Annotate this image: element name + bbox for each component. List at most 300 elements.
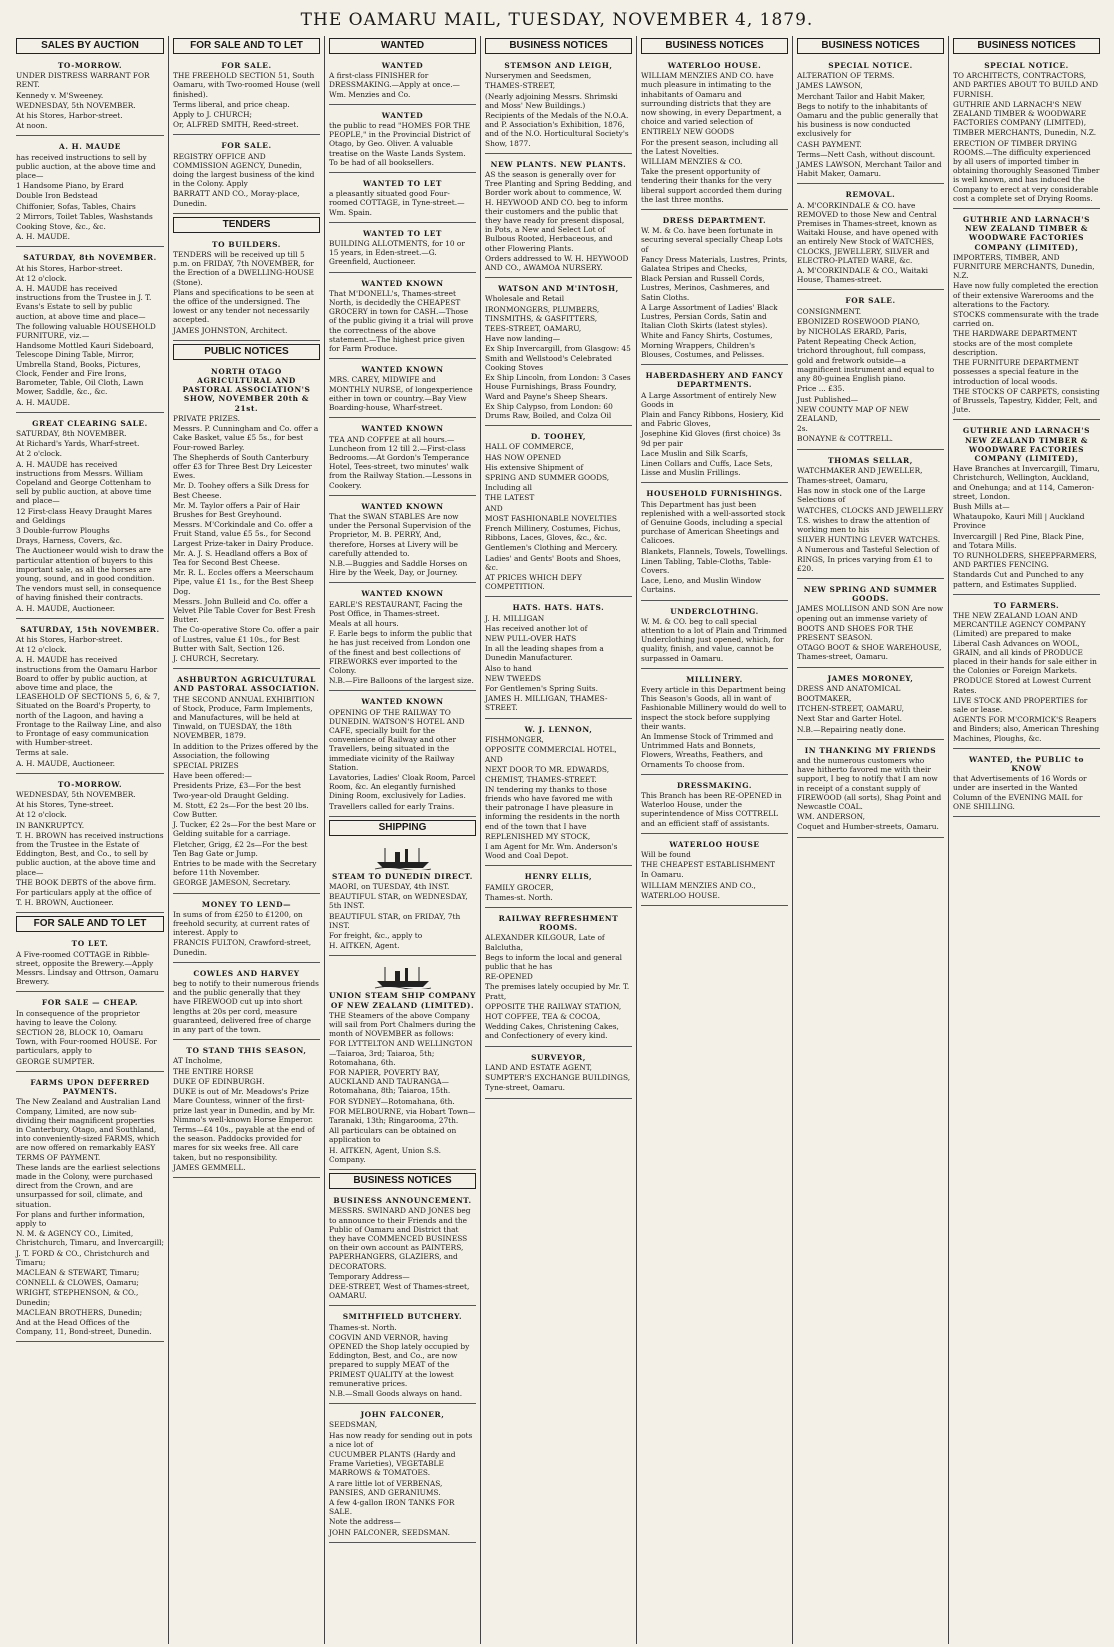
ad-line: (Nearly adjoining Messrs. Shrimski and Moss' New Buildings.): [485, 91, 618, 110]
ad-title: COWLES AND HARVEY: [193, 968, 300, 978]
ad-line: Have now landing—: [485, 334, 561, 344]
ad-line: FAMILY GROCER,: [485, 882, 554, 892]
ad-line: ENTIRELY NEW GOODS: [641, 127, 735, 137]
ad-line: M. Stott, £2 2s—For the best 20 lbs. Cow Butter.: [173, 800, 309, 820]
ad-line: Terms—Nett Cash, without discount.: [797, 149, 936, 159]
ad-line: J. H. MILLIGAN: [485, 613, 545, 623]
ad-line: WILLIAM MENZIES AND CO. have much pleasure in intimating to the inhabitants of Oamaru and surrounding districts that they are now showing, in every Department, a choice and varied selection of: [641, 71, 782, 127]
ad-line: Have been offered:—: [173, 771, 252, 781]
ad-title: SPECIAL NOTICE.: [984, 61, 1069, 70]
advertisement: [329, 959, 476, 1170]
ad-line: In sums of from £250 to £1200, on freehold security, at current rates of interest. Apply to: [173, 909, 310, 938]
ad-line: Terms—£4 10s., payable at the end of the season. Paddocks provided for mares for six weeks free. All care taken, but no responsibility.: [173, 1124, 315, 1162]
ad-line: Meals at all hours.: [329, 618, 399, 628]
ad-line: RE-OPENED: [485, 972, 533, 982]
advertisement: [797, 187, 944, 290]
ad-line: Lavatories, Ladies' Cloak Room, Parcel Room, &c. An elegantly furnished Dining Room, exclusively for Ladies.: [329, 773, 476, 801]
advertisement: [485, 429, 632, 597]
ad-line: DUKE OF EDINBURGH.: [173, 1076, 265, 1086]
advertisement: [173, 1043, 320, 1178]
ad-line: Or, ALFRED SMITH, Reed-street.: [173, 120, 299, 130]
advertisement: [485, 600, 632, 718]
ad-title: IN THANKING MY FRIENDS: [804, 745, 937, 755]
column-3: [324, 36, 480, 1644]
ad-line: BEAUTIFUL STAR, on FRIDAY, 7th INST.: [329, 911, 461, 930]
ad-line: IMPORTERS, TIMBER, AND FURNITURE MERCHANTS, Dunedin, N.Z.: [953, 252, 1095, 281]
ad-title: WANTED KNOWN: [361, 501, 444, 511]
advertisement: [797, 743, 944, 838]
ad-title: WANTED: [381, 110, 424, 120]
ad-line: A. M'CORKINDALE & CO. have REMOVED to those New and Central Premises in Thames-street, known as Waitaki House, and have opened with an entirely New Stock of WATCHES, CLOCKS, JEWELLERY, SILVER and ELECTRO-PLATED WARE, &c.: [797, 200, 939, 265]
ad-line: Apply to J. CHURCH;: [173, 110, 253, 120]
column-2: [168, 36, 324, 1644]
ad-line: Blankets, Flannels, Towels, Towellings.: [641, 546, 788, 556]
ad-title: TO-MORROW.: [57, 61, 123, 70]
ad-title: WANTED: [381, 61, 424, 70]
ad-line: THE FREEHOLD SECTION 51, South Oamaru, with Two-roomed House (well finished).: [173, 71, 320, 99]
advertisement: [641, 213, 788, 365]
ad-line: Wholesale and Retail: [485, 294, 565, 304]
ad-title: WANTED, the PUBLIC to KNOW: [968, 754, 1085, 774]
advertisement: [953, 212, 1100, 420]
ad-line: JAMES JOHNSTON, Architect.: [173, 325, 288, 335]
ad-line: At Richard's Yards, Wharf-street.: [16, 439, 140, 449]
ad-title: FOR SALE.: [221, 141, 272, 151]
ad-line: W. M. & Co. have been fortunate in securing several specially Cheap Lots of: [641, 226, 783, 254]
ad-line: J. T. FORD & CO., Christchurch and Timaru;: [16, 1248, 150, 1267]
ad-line: MOST FASHIONABLE NOVELTIES: [485, 513, 617, 523]
newspaper-title: THE OAMARU MAIL, TUESDAY, NOVEMBER 4, 1879.: [300, 10, 814, 30]
advertisement: [485, 1050, 632, 1099]
ad-line: Ex Ship Lincoln, from London: 3 Cases House Furnishings, Brass Foundry, Ward and Payne's Sheep Shears.: [485, 373, 631, 401]
ad-line: In Oamaru.: [641, 870, 684, 880]
ad-line: ALEXANDER KILGOUR, Late of Balclutha,: [485, 933, 605, 952]
advertisement: [797, 293, 944, 449]
ad-line: At his Stores, Harbor-street.: [16, 263, 123, 273]
ad-line: A Large Assortment of Ladies' Black Lustres, Persian Cords, Satin and Italian Cloth Skirts (latest styles).: [641, 302, 778, 331]
section-header: SALES BY AUCTION: [16, 38, 164, 54]
ad-title: WANTED KNOWN: [361, 365, 444, 375]
ad-line: H. AITKEN, Agent.: [329, 941, 400, 951]
ad-line: French Millinery, Costumes, Fichus, Ribbons, Laces, Gloves, &c., &c.: [485, 523, 621, 543]
ad-line: Patent Repeating Check Action, trichord throughout, full compass, gold and fretwork outside—a magnificent instrument and equal to any 80-guinea English piano.: [797, 337, 935, 384]
ad-line: THE SECOND ANNUAL EXHIBITION of Stock, Produce, Farm Implements, and Manufactures, will be held at Tinwald, on TUESDAY, the 18th NOVEMBER, 1879.: [173, 694, 315, 741]
advertisement: [485, 869, 632, 908]
ad-line: THE NEW ZEALAND LOAN AND MERCANTILE AGENCY COMPANY (Limited) are prepared to make Liberal Cash Advances on WOOL, GRAIN, and all kinds of PRODUCE placed in their hands for sale either in the Colonies or Foreign Markets.: [953, 610, 1097, 676]
ad-line: All particulars can be obtained on application to: [329, 1126, 457, 1145]
advertisement: [953, 58, 1100, 209]
advertisement: [173, 364, 320, 669]
advertisement: [485, 911, 632, 1047]
ad-line: J. CHURCH, Secretary.: [173, 653, 259, 663]
column-6: [792, 36, 948, 1644]
ad-line: that Advertisements of 16 Words or under are inserted in the Wanted Column of the EVENING MAIL for ONE SHILLING.: [953, 774, 1087, 811]
ad-line: GUTHRIE AND LARNACH'S NEW ZEALAND TIMBER & WOODWARE FACTORIES COMPANY (LIMITED),: [953, 99, 1087, 128]
ad-line: THE LATEST: [485, 493, 535, 503]
advertisement: [329, 586, 476, 691]
advertisement: [329, 1309, 476, 1404]
ad-line: And at the Head Offices of the Company, 11, Bond-street, Dunedin.: [16, 1317, 152, 1337]
ad-line: Messrs. M'Corkindale and Co. offer a Fruit Stand, value £5 5s., for Second Largest Prize-taker in Dairy Produce.: [173, 520, 314, 548]
advertisement: [641, 672, 788, 775]
ad-line: Merchant Tailor and Habit Maker,: [797, 91, 926, 101]
advertisement: [16, 622, 164, 774]
ad-line: I am Agent for Mr. Wm. Anderson's Wood and Coal Depot.: [485, 842, 618, 861]
ad-title: HENRY ELLIS,: [524, 872, 593, 882]
ad-line: The following valuable HOUSEHOLD FURNITURE, viz.—: [16, 321, 156, 341]
ad-line: Has received another lot of: [485, 623, 588, 633]
ad-line: WILLIAM MENZIES AND CO.,: [641, 880, 756, 890]
ad-line: Plain and Fancy Ribbons, Hosiery, Kid and Fabric Gloves,: [641, 409, 784, 429]
ad-title: WANTED TO LET: [362, 179, 443, 189]
ad-line: Messrs. John Bulleid and Co. offer a Velvet Pile Table Cover for Best Fresh Butter.: [173, 596, 316, 625]
ad-line: These lands are the earliest selections made in the Colony, were purchased direct from the Crown, and are unsurpassed for soil, climate, and situation.: [16, 1162, 161, 1209]
advertisement: [329, 58, 476, 105]
ad-line: His extensive Shipment of: [485, 462, 584, 472]
ad-line: Thames-st. North.: [329, 1322, 397, 1332]
ad-line: OTAGO BOOT & SHOE WAREHOUSE, Thames-street, Oamaru.: [797, 643, 942, 662]
ad-line: At 2 o'clock.: [16, 449, 62, 459]
section-header: BUSINESS NOTICES: [797, 38, 944, 54]
ad-line: This Department has just been replenished with a well-assorted stock of Genuine Goods, including a special purchase of American Sheetings and Calicoes.: [641, 499, 786, 546]
ad-title: DRESSMAKING.: [676, 780, 753, 790]
ad-title: JOHN FALCONER,: [360, 1410, 445, 1420]
ad-title: WANTED KNOWN: [361, 589, 444, 599]
ad-line: 12 First-class Heavy Draught Mares and Geldings: [16, 506, 152, 525]
advertisement: [797, 671, 944, 740]
ad-line: A Numerous and Tasteful Selection of RINGS, In prices varying from £1 to £20.: [797, 545, 939, 573]
ad-line: JAMES GEMMELL.: [173, 1162, 246, 1172]
ad-line: Mr. A. J. S. Headland offers a Box of Tea for Second Best Cheese.: [173, 548, 308, 567]
ad-line: 3 Double-furrow Ploughs: [16, 525, 110, 535]
ad-line: Travellers called for early Trains.: [329, 801, 455, 811]
ad-line: BUILDING ALLOTMENTS, for 10 or 15 years, in Eden-street.—G. Greenfield, Auctioneer.: [329, 239, 465, 267]
ad-line: MAORI, on TUESDAY, 4th INST.: [329, 882, 450, 892]
ad-line: Standards Cut and Punched to any pattern, and Estimates Supplied.: [953, 570, 1084, 589]
ad-line: SUMPTER'S EXCHANGE BUILDINGS,: [485, 1073, 631, 1083]
ad-line: THE BOOK DEBTS of the above firm.: [16, 877, 157, 887]
ad-line: THAMES-STREET,: [485, 81, 556, 91]
ad-line: beg to notify to their numerous friends and the public generally that they have FIREWOOD cut up into short lengths at 20s per cord, measure guaranteed, delivered free of charge in any part of the town.: [173, 979, 319, 1035]
ad-title: DRESS DEPARTMENT.: [662, 216, 767, 226]
ad-line: BONAYNE & COTTRELL.: [797, 434, 893, 444]
section-header: TENDERS: [173, 217, 320, 233]
ad-line: Also to hand: [485, 663, 532, 673]
ad-line: T. H. BROWN, Auctioneer.: [16, 898, 114, 908]
ad-line: WEDNESDAY, 5th NOVEMBER.: [16, 100, 136, 110]
ad-line: SECTION 28, BLOCK 10, Oamaru Town, with Four-roomed HOUSE. For particulars, apply to: [16, 1028, 157, 1056]
advertisement: [173, 672, 320, 893]
ad-line: WATCHMAKER AND JEWELLER,: [797, 465, 923, 475]
ad-line: A. H. MAUDE, Auctioneer.: [16, 758, 115, 768]
ad-title: WANTED KNOWN: [361, 278, 444, 288]
ad-line: NEW PULL-OVER HATS: [485, 633, 577, 643]
ad-title: WANTED KNOWN: [361, 697, 444, 707]
ad-title: WANTED TO LET: [362, 228, 443, 238]
ad-line: Bush Mills at—: [953, 501, 1010, 511]
ad-line: This Branch has been RE-OPENED in Waterloo House, under the superintendence of Miss COTTRELL and an efficient staff of assistants.: [641, 791, 782, 828]
ad-line: A Five-roomed COTTAGE in Ribble-street, opposite the Brewery.—Apply Messrs. Lindsay and Ottrson, Oamaru Brewery.: [16, 949, 159, 987]
advertisement: [173, 138, 320, 213]
ad-line: Recipients of the Medals of the N.O.A. and P. Association's Exhibition, 1876, and of the N.O. Horticultural Society's Show, 1877.: [485, 111, 629, 148]
advertisement: [173, 58, 320, 135]
ad-title: ASHBURTON AGRICULTURAL AND PASTORAL ASSOCIATION.: [173, 675, 320, 694]
ad-title: FOR SALE.: [221, 61, 272, 70]
advertisement: [797, 582, 944, 668]
ad-line: COGVIN AND VERNOR, having OPENED the Shop lately occupied by Eddington, Best, and Co., are now prepared to supply MEAT of the PRIMEST QUALITY at the lowest remunerative prices.: [329, 1332, 470, 1388]
advertisement: [329, 276, 476, 360]
ad-line: Whataupoko, Kauri Mill | Auckland Province: [953, 512, 1085, 531]
ad-line: Have now fully completed the erection of their extensive Warerooms and the alterations to the Factory.: [953, 281, 1099, 309]
ad-line: Price ... £35.: [797, 384, 845, 394]
ad-line: GEORGE JAMESON, Secretary.: [173, 878, 291, 888]
ad-title: TO LET.: [71, 939, 109, 949]
ad-line: AND: [485, 755, 503, 765]
column-7: [948, 36, 1104, 1644]
ad-line: FOR LYTTELTON AND WELLINGTON—Taiaroa, 3rd; Taiaroa, 5th; Rotomahana, 6th.: [329, 1039, 473, 1067]
ad-line: AS the season is generally over for Tree Planting and Spring Bedding, and Border work about to commence, W. H. HEYWOOD AND CO. beg to inform their customers and the public that they have ready for present disposal, in Pots, a New and Select Lot of Bulbous Rooted, Herbaceous, and other Flowering Plants.: [485, 170, 632, 253]
ad-title: SATURDAY, 15th NOVEMBER.: [20, 624, 160, 634]
ad-line: A. H. MAUDE has received instructions from the Trustee in J. T. Evans's Estate to sell by public auction, at above time and place—: [16, 284, 152, 321]
ad-line: UNDER DISTRESS WARRANT FOR RENT.: [16, 71, 150, 90]
column-4: [480, 36, 636, 1644]
advertisement: [173, 966, 320, 1040]
ad-line: TENDERS will be received up till 5 p.m. on FRIDAY, 7th NOVEMBER, for the Erection of a DWELLING-HOUSE (Stone).: [173, 250, 314, 287]
ad-line: FISHMONGER,: [485, 734, 544, 744]
ad-line: N.B.—Fire Balloons of the largest size.: [329, 676, 474, 686]
ad-line: N. M. & AGENCY CO., Limited, Christchurch, Timaru, and Invercargill;: [16, 1229, 164, 1248]
ad-line: A. M'CORKINDALE & CO., Waitaki House, Thames-street.: [797, 266, 928, 285]
ad-line: ITCHEN-STREET, OAMARU,: [797, 704, 904, 714]
ad-line: That the SWAN STABLES Are now under the Personal Supervision of the Proprietor, M. B. PERRY, And, therefore, Horses at Livery will be carefully attended to.: [329, 511, 471, 558]
ad-line: WEDNESDAY, 5th NOVEMBER.: [16, 790, 136, 800]
advertisement: [16, 1075, 164, 1342]
ad-line: IRONMONGERS, PLUMBERS, TINSMITHS, & GASFITTERS,: [485, 304, 600, 323]
advertisement: [329, 499, 476, 584]
ad-line: THE CHEAPEST ESTABLISHMENT: [641, 860, 776, 870]
columns-container: [12, 36, 1106, 1644]
ad-line: The Shepherds of South Canterbury offer £3 for Three Best Dry Leicester Ewes.: [173, 452, 312, 481]
ad-line: Plans and specifications to be seen at the office of the undersigned. The lowest or any tender not necessarily accepted.: [173, 287, 314, 325]
ad-line: At his Stores, Harbor-street.: [16, 634, 123, 644]
ad-line: At his Stores, Harbor-street.: [16, 111, 123, 121]
advertisement: [329, 362, 476, 418]
ad-line: At 12 o'clock.: [16, 273, 67, 283]
ad-line: Terms at sale.: [16, 748, 69, 758]
ad-title: MILLINERY.: [686, 674, 743, 684]
ad-line: Will be found: [641, 850, 691, 860]
advertisement: [953, 423, 1100, 594]
column-1: [12, 36, 168, 1644]
ad-line: DEE-STREET, West of Thames-street, OAMARU.: [329, 1281, 470, 1301]
ad-line: WM. ANDERSON,: [797, 812, 866, 822]
ad-line: Just Published—: [797, 394, 859, 404]
advertisement: [641, 837, 788, 906]
ad-line: SILVER HUNTING LEVER WATCHES.: [797, 535, 941, 545]
ad-line: A first-class FINISHER for DRESSMAKING.—Apply at once.—Wm. Menzies and Co.: [329, 71, 460, 99]
ad-title: TO-MORROW.: [57, 779, 123, 789]
ad-line: LIVE STOCK AND PROPERTIES for sale or lease.: [953, 695, 1088, 714]
ad-line: Double Iron Bedstead: [16, 191, 98, 201]
ad-title: SMITHFIELD BUTCHERY.: [342, 1312, 463, 1322]
ad-title: TO STAND THIS SEASON,: [186, 1046, 307, 1056]
ad-title: FOR SALE — CHEAP.: [41, 998, 139, 1008]
ad-line: BOOTMAKER,: [797, 693, 852, 703]
advertisement: [641, 604, 788, 669]
ad-title: STEAM TO DUNEDIN DIRECT.: [332, 871, 473, 881]
ad-title: JAMES MORONEY,: [827, 673, 914, 683]
ad-title: GUTHRIE AND LARNACH'S NEW ZEALAND TIMBER & WOODWARE FACTORIES COMPANY (LIMITED),: [962, 426, 1091, 463]
ad-line: J. Tucker, £2 2s—For the best Mare or Gelding suitable for a carriage.: [173, 820, 316, 839]
ad-line: EARLE'S RESTAURANT, Facing the Post Office, in Thames-street.: [329, 599, 463, 618]
ad-line: A. H. MAUDE.: [16, 397, 70, 407]
ad-line: W. M. & CO. beg to call special attention to a lot of Plain and Trimmed Underclothing just opened, which, for quality, finish, and value, cannot be surpassed in Oamaru.: [641, 616, 787, 663]
ad-line: Note the address—: [329, 1517, 401, 1527]
ad-line: Ladies' and Gents' Boots and Shoes, &c.: [485, 553, 621, 572]
ad-line: Ex Ship Invercargill, from Glasgow: 45 Smith and Wellstood's Celebrated Cooking Stoves: [485, 344, 631, 372]
ad-line: ERECTION OF TIMBER DRYING ROOMS.—The difficulty experienced by all users of imported timber in obtaining thoroughly Seasoned Timber is well known, and has induced the Company to erect at very considerable cost a complete set of Drying Rooms.: [953, 138, 1100, 203]
advertisement: [485, 157, 632, 278]
ad-line: HAS NOW OPENED: [485, 452, 561, 462]
advertisement: [329, 176, 476, 223]
ad-line: Ex Ship Calypso, from London: 60 Drums Raw, Boiled, and Colza Oil: [485, 401, 613, 420]
ad-title: GUTHRIE AND LARNACH'S NEW ZEALAND TIMBER & WOODWARE FACTORIES COMPANY (LIMITED),: [962, 215, 1091, 252]
advertisement: [173, 237, 320, 341]
advertisement: [16, 250, 164, 412]
ad-line: Presidents Prize, £3—For the best Two-year-old Draught Gelding.: [173, 781, 302, 800]
ad-line: Coquet and Humber-streets, Oamaru.: [797, 822, 939, 832]
ad-title: WATSON AND M'INTOSH,: [498, 284, 619, 294]
ad-line: T. H. BROWN has received instructions from the Trustee in the Estate of Eddington, Best, and Co., to sell by public auction, at the above time and place—: [16, 830, 164, 877]
ad-line: Begs to notify to the inhabitants of Oamaru and the public generally that his business is now conducted exclusively for: [797, 101, 939, 139]
ad-line: N.B.—Repairing neatly done.: [797, 724, 906, 734]
ad-line: Have Branches at Invercargill, Timaru, Christchurch, Wellington, Auckland, and Onehunga; and at 114, Cameron-street, London.: [953, 464, 1100, 501]
ad-title: SURVEYOR,: [531, 1052, 586, 1062]
ad-line: JAMES MOLLISON AND SON Are now opening out an immense variety of: [797, 604, 944, 623]
ad-line: FRANCIS FULTON, Crawford-street, Dunedin.: [173, 938, 312, 957]
ad-line: by NICHOLAS ERARD, Paris,: [797, 327, 907, 337]
ad-line: NEW TWEEDS: [485, 673, 542, 683]
ad-line: OPPOSITE THE RAILWAY STATION,: [485, 1001, 622, 1011]
ad-line: FOR MELBOURNE, via Hobart Town—Taranaki, 13th; Ringarooma, 27th.: [329, 1106, 476, 1126]
ad-line: MESSRS. SWINARD AND JONES beg to announce to their Friends and the Public of Oamaru and District that they have COMMENCED BUSINESS on their own account as PAINTERS, PAPERHANGERS, GLAZIERS, and DECORATORS.: [329, 1206, 471, 1271]
ad-line: Has now in stock one of the Large Selections of: [797, 486, 926, 505]
ad-title: D. TOOHEY,: [530, 432, 587, 442]
ad-line: BOOTS AND SHOES FOR THE PRESENT SEASON.: [797, 623, 914, 642]
ad-line: Nurserymen and Seedsmen,: [485, 71, 592, 81]
ad-line: At 12 o'clock.: [16, 645, 67, 655]
ad-line: Has now ready for sending out in pots a nice lot of: [329, 1430, 473, 1449]
ad-line: TIMBER MERCHANTS, Dunedin, N.Z.: [953, 128, 1097, 138]
ad-line: DRESS AND ANATOMICAL: [797, 683, 901, 693]
ad-line: MACLEAN & STEWART, Timaru;: [16, 1267, 140, 1277]
ad-line: Thames-st. North.: [485, 892, 553, 902]
ad-line: has received instructions to sell by public auction, at the above time and place—: [16, 152, 156, 181]
advertisement: [953, 752, 1100, 817]
ad-line: A. H. MAUDE.: [16, 232, 70, 242]
ad-line: At noon.: [16, 121, 48, 131]
advertisement: [485, 722, 632, 867]
ad-line: For Gentlemen's Spring Suits.: [485, 683, 598, 693]
ad-title: WATERLOO HOUSE.: [667, 61, 762, 70]
ad-line: The vendors must sell, in consequence of having finished their contracts.: [16, 584, 162, 603]
advertisement: [797, 58, 944, 184]
ad-line: Fletcher, Grigg, £2 2s—For the best Ten Bag Gate or Jump.: [173, 839, 308, 858]
ad-title: BUSINESS ANNOUNCEMENT.: [333, 1196, 472, 1206]
advertisement: [329, 226, 476, 273]
ad-title: STEMSON AND LEIGH,: [504, 61, 613, 70]
ad-line: TEA AND COFFEE at all hours.—Luncheon from 12 till 2.—First-class Bedrooms.—At Gordon's Temperance Hotel, Tees-street, two minutes' walk from the Railway Station.—Lessons in Cookery.: [329, 434, 472, 490]
ad-line: Thames-street, Oamaru,: [797, 475, 889, 485]
ad-line: AGENTS FOR M'CORMICK'S Reapers and Binders; also, American Threshing Machines, Ploughs, &c.: [953, 715, 1100, 743]
section-header: SHIPPING: [329, 820, 476, 836]
ad-line: The New Zealand and Australian Land Company, Limited, are now sub-dividing their magnificent properties in Canterbury, Otago, and Southland, into conveniently-sized FARMS, which are now offered on remarkably EASY TERMS OF PAYMENT.: [16, 1097, 161, 1162]
ad-line: and the numerous customers who have hitherto favored me with their support, I beg to notify that I am now in receipt of a constant supply of FIREWOOD (all sorts), Shag Point and Newcastle COAL.: [797, 756, 942, 812]
ad-line: DUKE is out of Mr. Meadows's Prize Mare Countess, winner of the first-prize last year in Dunedin, and by Mr. Nimmo's well-known Horse Emperor.: [173, 1087, 315, 1124]
ad-line: JAMES LAWSON,: [797, 81, 863, 91]
ad-line: White and Fancy Shirts, Costumes, Morning Wrappers, Children's Blouses, Costumes, and Pelisses.: [641, 331, 773, 359]
ad-line: F. Earle begs to inform the public that he has just received from London one of the finest and best collections of FIREWORKS ever imported to the Colony.: [329, 629, 473, 675]
ad-line: Gentlemen's Clothing and Mercery.: [485, 543, 618, 553]
ad-line: Entries to be made with the Secretary before 11th November.: [173, 859, 317, 878]
ad-line: Black Persian and Russell Cords, Lustres, Merinos, Cashmeres, and Satin Cloths.: [641, 274, 770, 302]
ad-line: The Co-operative Store Co. offer a pair of Lustres, value £1 10s., for Best Butter with Salt, Section 126.: [173, 625, 319, 653]
ad-title: HABERDASHERY AND FANCY DEPARTMENTS.: [645, 371, 784, 390]
ad-title: HOUSEHOLD FURNISHINGS.: [646, 489, 783, 499]
section-header: BUSINESS NOTICES: [641, 38, 788, 54]
ad-line: For plans and further information, apply to: [16, 1209, 145, 1228]
ad-line: STOCKS commensurate with the trade carried on.: [953, 310, 1099, 329]
advertisement: [641, 486, 788, 600]
ad-line: Josephine Kid Gloves (first choice) 3s 9d per pair: [641, 429, 781, 448]
ad-line: OPPOSITE COMMERCIAL HOTEL,: [485, 745, 617, 754]
ad-line: N.B.—Buggies and Saddle Horses on Hire by the Week, Day, or Journey.: [329, 558, 468, 578]
ad-line: The Auctioneer would wish to draw the particular attention of buyers to this important sale, as all the horses are young, sound, and in good condition.: [16, 546, 164, 583]
ad-line: 2 Mirrors, Toilet Tables, Washstands: [16, 211, 153, 221]
ad-line: AT Incholme,: [173, 1056, 223, 1066]
ad-line: A Large Assortment of entirely New Goods in: [641, 390, 777, 409]
ad-title: REMOVAL.: [845, 190, 896, 200]
ad-line: the public to read "HOMES FOR THE PEOPLE," in the Provincial District of Otago, by Geo. Oliver. A valuable treatise on the Waste Lands System. To be had of all booksellers.: [329, 121, 471, 167]
advertisement: [329, 694, 476, 816]
ad-line: 1 Handsome Piano, by Erard: [16, 181, 124, 191]
ad-line: HALL OF COMMERCE,: [485, 442, 574, 452]
ad-line: Linen Tabling, Table-Cloths, Table-Covers.: [641, 556, 772, 575]
ad-title: UNDERCLOTHING.: [670, 606, 759, 616]
ad-title: W. J. LENNON,: [524, 724, 593, 734]
ad-title: RAILWAY REFRESHMENT ROOMS.: [498, 914, 619, 933]
ad-line: A. H. MAUDE has received instructions from Messrs. William Copeland and George Cottenham to sell by public auction, at above time and place—: [16, 459, 152, 506]
advertisement: [16, 58, 164, 136]
section-header: WANTED: [329, 38, 476, 54]
section-header: BUSINESS NOTICES: [953, 38, 1100, 54]
ad-line: FOR NAPIER, POVERTY BAY, AUCKLAND AND TAURANGA—Rotomahana, 8th; Taiaroa, 15th.: [329, 1068, 451, 1096]
ad-line: Messrs. P. Cunningham and Co. offer a Cake Basket, value £5 5s., for best Four-rowed Barley.: [173, 424, 319, 452]
ad-line: GEORGE SUMPTER.: [16, 1056, 95, 1066]
ad-line: That M'DONELL's, Thames-street North, is decidedly the CHEAPEST GROCERY in town for CASH.—Those of the public giving it a trial will prove the correctness of the above statement.—The highest price given for Farm Produce.: [329, 288, 474, 354]
ad-title: SPECIAL NOTICE.: [828, 61, 913, 70]
ad-line: Drays, Harness, Covers, &c.: [16, 536, 123, 546]
ad-title: FARMS UPON DEFERRED PAYMENTS.: [30, 1077, 150, 1097]
ad-line: TO RUNHOLDERS, SHEEPFARMERS, AND PARTIES FENCING.: [953, 550, 1097, 570]
ad-line: OPENING OF THE RAILWAY TO DUNEDIN. WATSON'S HOTEL AND CAFE, specially built for the convenience of Railway and other Travellers, being situated in the immediate vicinity of the Railway Station.: [329, 707, 465, 772]
ad-line: Next Star and Garter Hotel.: [797, 714, 902, 724]
ad-line: THE ENTIRE HORSE: [173, 1066, 254, 1076]
ad-line: H. AITKEN, Agent, Union S.S. Company.: [329, 1145, 442, 1164]
ad-line: a pleasantly situated good Four-roomed COTTAGE, in Tyne-street.—Wm. Spain.: [329, 189, 465, 217]
ad-line: THE FURNITURE DEPARTMENT possesses a special feature in the introduction of local woods.: [953, 358, 1079, 386]
ad-line: FOR SYDNEY—Rotomahana, 6th.: [329, 1096, 455, 1106]
